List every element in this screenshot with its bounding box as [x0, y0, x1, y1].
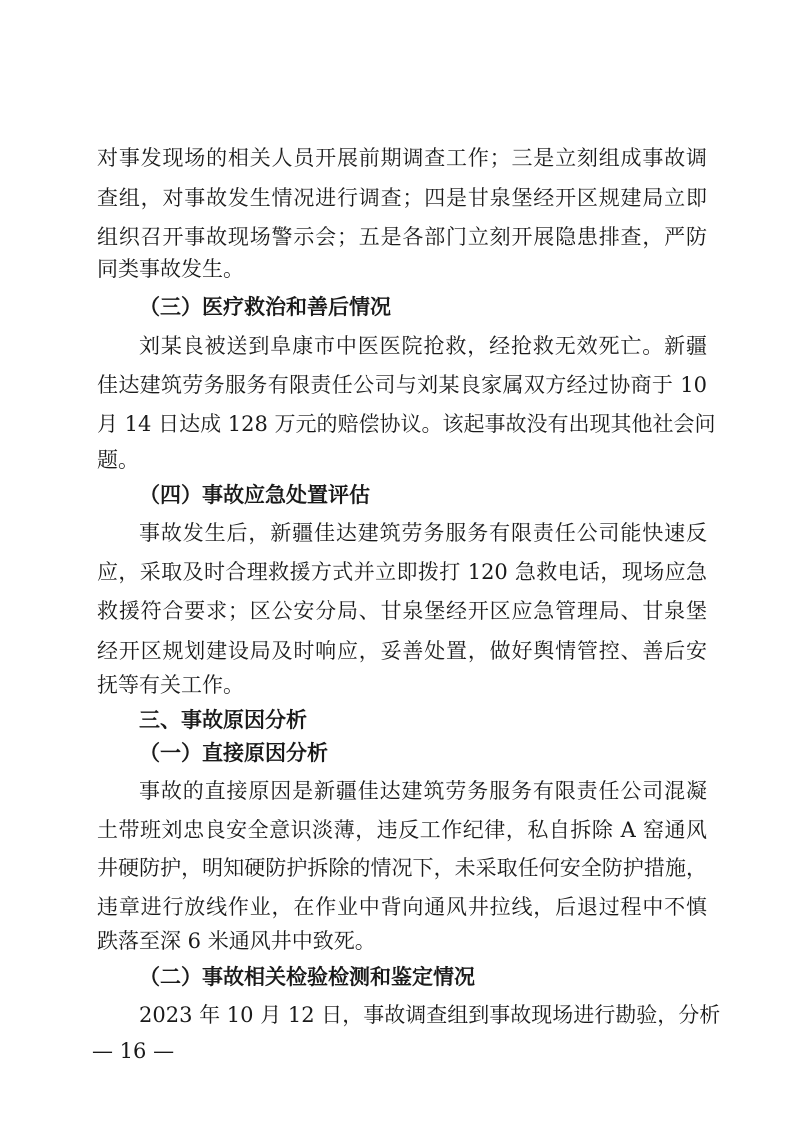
paragraph-line: 同类事故发生。	[97, 257, 244, 281]
page-number: — 16 —	[92, 1039, 175, 1063]
paragraph-line: 查组，对事故发生情况进行调查；四是甘泉堡经开区规建局立即	[97, 186, 707, 210]
paragraph-line: 土带班刘忠良安全意识淡薄，违反工作纪律，私自拆除 A 窑通风	[97, 818, 707, 842]
paragraph-line: 应，采取及时合理救援方式并立即拨打 120 急救电话，现场应急	[97, 560, 707, 584]
paragraph-line: 对事发现场的相关人员开展前期调查工作；三是立刻组成事故调	[97, 146, 707, 170]
paragraph-line: 题。	[97, 448, 139, 472]
subsection-heading: （二）事故相关检验检测和鉴定情况	[139, 964, 475, 989]
paragraph-line: 佳达建筑劳务服务有限责任公司与刘某良家属双方经过协商于 10	[97, 373, 707, 397]
paragraph-line: 救援符合要求；区公安分局、甘泉堡经开区应急管理局、甘泉堡	[97, 599, 707, 623]
paragraph-line: 事故发生后，新疆佳达建筑劳务服务有限责任公司能快速反	[139, 521, 707, 545]
paragraph-line: 违章进行放线作业，在作业中背向通风井拉线，后退过程中不慎	[97, 895, 707, 919]
paragraph-line: 经开区规划建设局及时响应，妥善处置，做好舆情管控、善后安	[97, 639, 707, 663]
paragraph-line: 2023 年 10 月 12 日，事故调查组到事故现场进行勘验，分析	[139, 1003, 721, 1027]
subsection-heading: （一）直接原因分析	[139, 740, 328, 765]
paragraph-line: 事故的直接原因是新疆佳达建筑劳务服务有限责任公司混凝	[139, 779, 707, 803]
paragraph-line: 跌落至深 6 米通风井中致死。	[97, 929, 376, 953]
paragraph-line: 抚等有关工作。	[97, 673, 244, 697]
paragraph-line: 刘某良被送到阜康市中医医院抢救，经抢救无效死亡。新疆	[139, 334, 707, 358]
paragraph-line: 月 14 日达成 128 万元的赔偿协议。该起事故没有出现其他社会问	[97, 412, 716, 436]
subsection-heading: （三）医疗救治和善后情况	[139, 294, 391, 319]
paragraph-line: 井硬防护，明知硬防护拆除的情况下，未采取任何安全防护措施，	[97, 856, 707, 880]
subsection-heading: （四）事故应急处置评估	[139, 482, 370, 507]
paragraph-line: 组织召开事故现场警示会；五是各部门立刻开展隐患排查，严防	[97, 225, 707, 249]
section-heading: 三、事故原因分析	[139, 707, 307, 732]
